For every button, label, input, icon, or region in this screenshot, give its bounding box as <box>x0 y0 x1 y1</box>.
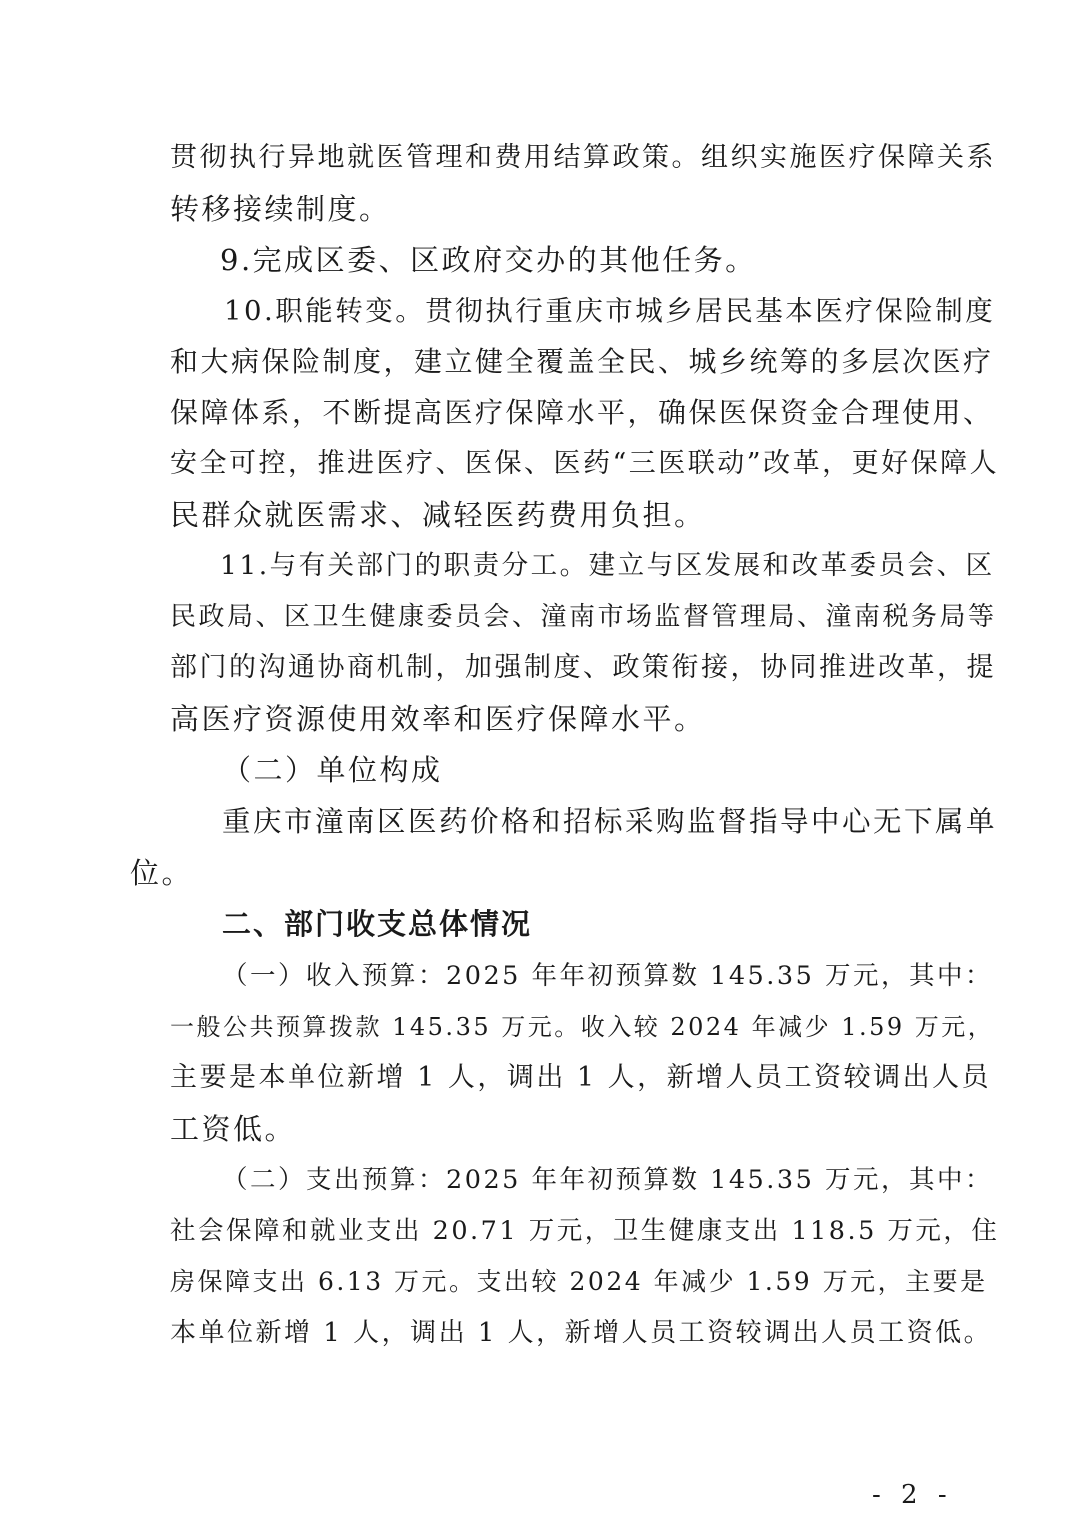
text-line: 9.完成区委、区政府交办的其他任务。 <box>220 243 757 277</box>
text-line: 房保障支出 6.13 万元。支出较 2024 年减少 1.59 万元，主要是 <box>170 1267 988 1296</box>
text-line: 和大病保险制度，建立健全覆盖全民、城乡统筹的多层次医疗 <box>170 345 994 378</box>
text-line: （二）支出预算：2025 年年初预算数 145.35 万元，其中： <box>222 1165 993 1195</box>
section-subheading: （二）单位构成 <box>222 753 443 787</box>
text-line: 贯彻执行异地就医管理和费用结算政策。组织实施医疗保障关系 <box>170 142 996 173</box>
text-line: 社会保障和就业支出 20.71 万元，卫生健康支出 118.5 万元，住 <box>170 1216 1000 1246</box>
text-line: 部门的沟通协商机制，加强制度、政策衔接，协同推进改革，提 <box>170 652 996 683</box>
text-line: 重庆市潼南区医药价格和招标采购监督指导中心无下属单 <box>222 805 998 838</box>
text-line: 10.职能转变。贯彻执行重庆市城乡居民基本医疗保险制度 <box>224 295 996 327</box>
text-line: 转移接续制度。 <box>170 192 391 226</box>
text-line: （一）收入预算：2025 年年初预算数 145.35 万元，其中： <box>222 961 993 991</box>
text-line: 安全可控，推进医疗、医保、医药“三医联动”改革，更好保障人 <box>170 448 1000 479</box>
text-line: 工资低。 <box>170 1112 297 1146</box>
text-line: 高医疗资源使用效率和医疗保障水平。 <box>170 702 706 736</box>
text-line: 11.与有关部门的职责分工。建立与区发展和改革委员会、区 <box>220 550 995 581</box>
text-line: 位。 <box>130 856 194 890</box>
text-line: 本单位新增 1 人，调出 1 人，新增人员工资较调出人员工资低。 <box>170 1318 993 1348</box>
text-line: 保障体系，不断提高医疗保障水平，确保医保资金合理使用、 <box>170 396 994 429</box>
section-heading: 二、部门收支总体情况 <box>222 907 533 941</box>
text-line: 民政局、区卫生健康委员会、潼南市场监督管理局、潼南税务局等 <box>170 602 997 632</box>
page-number: - 2 - <box>872 1480 953 1510</box>
text-line: 主要是本单位新增 1 人，调出 1 人，新增人员工资较调出人员 <box>170 1062 992 1093</box>
text-line: 民群众就医需求、减轻医药费用负担。 <box>170 498 706 532</box>
text-line: 一般公共预算拨款 145.35 万元。收入较 2024 年减少 1.59 万元， <box>170 1013 995 1041</box>
